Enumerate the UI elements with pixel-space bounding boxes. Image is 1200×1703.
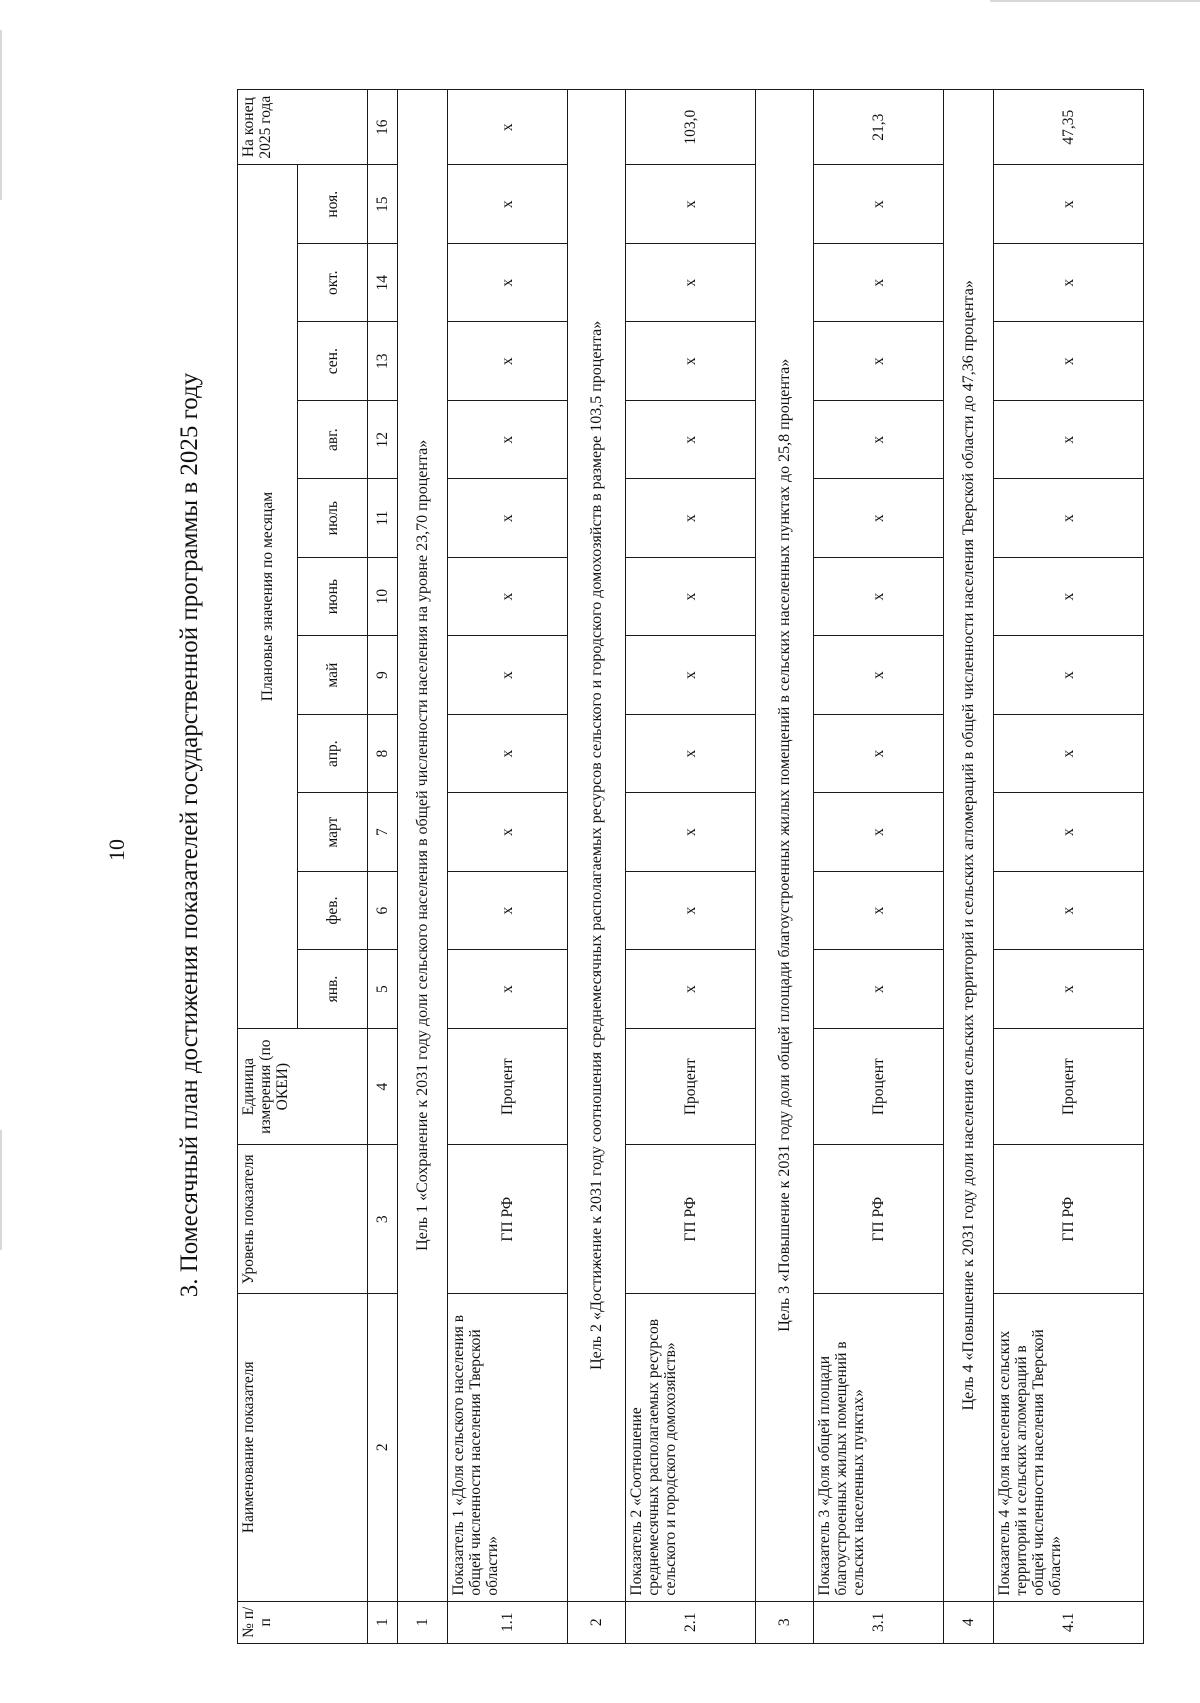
indicator-level: ГП РФ — [814, 1145, 944, 1293]
column-number: 14 — [368, 243, 398, 321]
month-value: x — [994, 322, 1144, 400]
indicator-unit: Процент — [626, 1028, 756, 1145]
month-value: x — [994, 871, 1144, 949]
month-value: x — [994, 557, 1144, 635]
goal-row — [944, 90, 994, 1644]
month-value: x — [448, 165, 568, 244]
column-number: 2 — [368, 1293, 398, 1601]
end-value: 47,35 — [994, 90, 1144, 165]
scan-artifact — [0, 1130, 2, 1250]
month-value: x — [814, 714, 944, 792]
scan-artifact — [990, 0, 1200, 2]
month-value: x — [626, 871, 756, 949]
indicator-row — [994, 90, 1144, 1644]
column-number: 3 — [368, 1145, 398, 1293]
indicator-level: ГП РФ — [994, 1145, 1144, 1293]
column-number: 7 — [368, 793, 398, 871]
month-value: x — [448, 714, 568, 792]
goal-row — [398, 90, 448, 1644]
indicator-name: Показатель 3 «Доля общей площади благоустроенных жилых помещений в сельских населенных пунктах» — [814, 1293, 944, 1601]
goal-num: 3 — [756, 1601, 814, 1643]
month-value: x — [814, 950, 944, 1028]
column-number: 12 — [368, 400, 398, 478]
end-value: 103,0 — [626, 90, 756, 165]
header-month: май — [298, 636, 368, 714]
header-month: янв. — [298, 950, 368, 1028]
indicator-name: Показатель 2 «Соотношение среднемесячных располагаемых ресурсов сельского и городского домохозяйств» — [626, 1293, 756, 1601]
month-value: x — [814, 793, 944, 871]
month-value: x — [994, 636, 1144, 714]
indicator-num: 4.1 — [994, 1601, 1144, 1643]
goal-num: 1 — [398, 1601, 448, 1643]
month-value: x — [448, 950, 568, 1028]
month-value: x — [814, 636, 944, 714]
header-month: сен. — [298, 322, 368, 400]
month-value: x — [626, 793, 756, 871]
header-num: № п/п — [238, 1601, 368, 1643]
month-value: x — [814, 243, 944, 321]
month-value: x — [448, 400, 568, 478]
column-number: 6 — [368, 871, 398, 949]
header-month: июнь — [298, 557, 368, 635]
indicators-table — [237, 89, 1144, 1644]
page-number: 10 — [104, 839, 129, 861]
indicator-row — [448, 90, 568, 1644]
month-value: x — [994, 165, 1144, 244]
month-value: x — [814, 400, 944, 478]
column-number: 9 — [368, 636, 398, 714]
header-end: На конец 2025 года — [238, 90, 368, 165]
goal-text: Цель 1 «Сохранение к 2031 году доли сельского населения в общей численности населения на уровне 23,70 процента» — [398, 90, 448, 1602]
goal-row — [568, 90, 626, 1644]
page-title: 3. Помесячный план достижения показателей государственной программы в 2025 году — [176, 372, 203, 1298]
end-value: 21,3 — [814, 90, 944, 165]
indicator-level: ГП РФ — [626, 1145, 756, 1293]
indicator-unit: Процент — [814, 1028, 944, 1145]
month-value: x — [448, 479, 568, 557]
goal-row — [756, 90, 814, 1644]
indicator-level: ГП РФ — [448, 1145, 568, 1293]
month-value: x — [626, 165, 756, 244]
month-value: x — [814, 557, 944, 635]
end-value: x — [448, 90, 568, 165]
month-value: x — [994, 950, 1144, 1028]
column-number: 15 — [368, 165, 398, 244]
header-month: апр. — [298, 714, 368, 792]
header-month: март — [298, 793, 368, 871]
month-value: x — [814, 871, 944, 949]
month-value: x — [448, 871, 568, 949]
month-value: x — [626, 322, 756, 400]
month-value: x — [626, 714, 756, 792]
month-value: x — [626, 950, 756, 1028]
month-value: x — [448, 322, 568, 400]
header-month: ноя. — [298, 165, 368, 244]
header-month: окт. — [298, 243, 368, 321]
table-container — [237, 89, 1077, 1644]
header-level: Уровень показателя — [238, 1145, 368, 1293]
month-value: x — [448, 793, 568, 871]
column-number: 11 — [368, 479, 398, 557]
header-month: июль — [298, 479, 368, 557]
month-value: x — [814, 479, 944, 557]
indicator-name: Показатель 1 «Доля сельского населения в общей численности населения Тверской области» — [448, 1293, 568, 1601]
goal-num: 2 — [568, 1601, 626, 1643]
column-number: 4 — [368, 1028, 398, 1145]
month-value: x — [994, 243, 1144, 321]
indicator-num: 2.1 — [626, 1601, 756, 1643]
header-unit: Единица измерения (по ОКЕИ) — [238, 1028, 368, 1145]
month-value: x — [814, 322, 944, 400]
header-month: авг. — [298, 400, 368, 478]
indicator-row — [814, 90, 944, 1644]
column-number: 1 — [368, 1601, 398, 1643]
column-number: 5 — [368, 950, 398, 1028]
month-value: x — [994, 400, 1144, 478]
goal-text: Цель 3 «Повышение к 2031 году доли общей площади благоустроенных жилых помещений в сельских населенных пунктах до 25,8 процента» — [756, 90, 814, 1602]
column-number: 10 — [368, 557, 398, 635]
month-value: x — [626, 557, 756, 635]
goal-text: Цель 2 «Достижение к 2031 году соотношения среднемесячных располагаемых ресурсов сельского и городского домохозяйств в размере 103,5 процента» — [568, 90, 626, 1602]
indicator-name: Показатель 4 «Доля населения сельских территорий и сельских агломераций в общей численности населения Тверской области» — [994, 1293, 1144, 1601]
month-value: x — [814, 165, 944, 244]
month-value: x — [994, 479, 1144, 557]
month-value: x — [626, 243, 756, 321]
month-value: x — [626, 400, 756, 478]
month-value: x — [994, 793, 1144, 871]
month-value: x — [448, 557, 568, 635]
indicator-unit: Процент — [448, 1028, 568, 1145]
column-number: 8 — [368, 714, 398, 792]
scan-artifact — [0, 30, 2, 200]
column-number: 13 — [368, 322, 398, 400]
indicator-unit: Процент — [994, 1028, 1144, 1145]
column-number: 16 — [368, 90, 398, 165]
goal-text: Цель 4 «Повышение к 2031 году доли населения сельских территорий и сельских агломераций в общей численности населения Тверской области до 47,36 процента» — [944, 90, 994, 1602]
header-plan: Плановые значения по месяцам — [238, 165, 298, 1028]
month-value: x — [448, 636, 568, 714]
indicator-num: 1.1 — [448, 1601, 568, 1643]
header-name: Наименование показателя — [238, 1293, 368, 1601]
indicator-row — [626, 90, 756, 1644]
month-value: x — [626, 636, 756, 714]
header-month: фев. — [298, 871, 368, 949]
month-value: x — [626, 479, 756, 557]
goal-num: 4 — [944, 1601, 994, 1643]
month-value: x — [448, 243, 568, 321]
month-value: x — [994, 714, 1144, 792]
indicator-num: 3.1 — [814, 1601, 944, 1643]
